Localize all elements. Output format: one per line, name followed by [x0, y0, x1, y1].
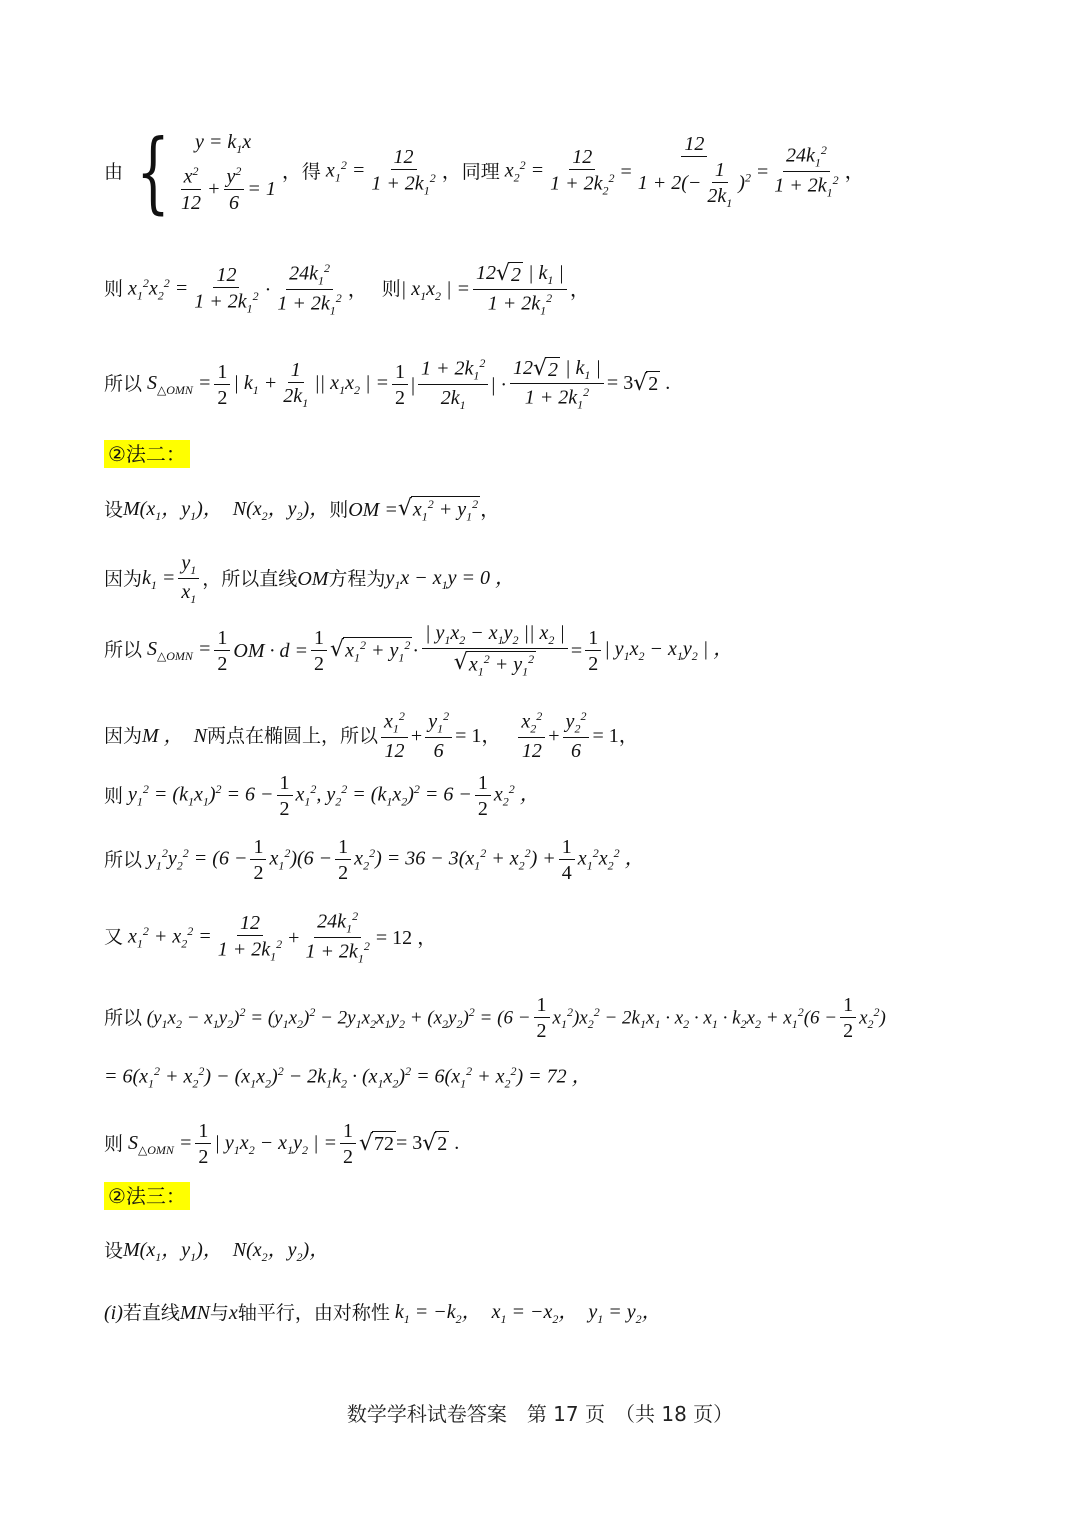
- text-line-om: ，所以直线: [202, 567, 298, 590]
- equation-line-expand: 所以 $(y_1x_2 - x_1y_2)^2 = (y_1x_2)^2 - 2y_1x_2x_1y_2 + (x_2y_2)^2 = (6$ − $\frac{1}{2}$ $x_1^2)x_2^2 - 2k_1x_1 \cdot x_2 \cdot x_1 \cdot k_2x_2 + x_1^2(6$ − $\frac{1}{2}$ $x_2^2$): [104, 994, 886, 1042]
- text-suoyi: 所以: [104, 1006, 143, 1029]
- text-ze: 则: [104, 278, 124, 301]
- text-x-axis: x: [228, 1302, 238, 1325]
- highlight-label: ②法三：: [104, 1182, 190, 1210]
- equation-system: { $y = k_1x$ $\frac{x^2}{12}$ + $\frac{y^2}{6}$ = 1: [136, 120, 276, 223]
- equation-line-area-2: 所以 $S_{\triangle OMN}$ = $\frac{1}{2}$ OM · d = $\frac{1}{2}$ √ $x_1^2 + y_1^2$ · | $y_1x_2 - x_1y_2$ || $x_2$ | √ $x_1^2 + y_1^2$ = $\frac{1}{2}$ | $y_1x_2 - x_1y_2$ | ，: [104, 622, 734, 679]
- text-yu: 与: [209, 1301, 229, 1324]
- method-three-heading: [104, 1182, 1040, 1210]
- text-de: 得: [301, 160, 321, 183]
- method-two-heading: [104, 440, 1040, 468]
- equation-line-slope: 因为 $k_1$ = $\frac{y_1}{x_1}$ ，所以直线 OM 方程为 $y_1x - x_1y = 0$ ，: [104, 552, 515, 607]
- text-suoyi: 所以: [104, 373, 143, 396]
- text-you: 又: [104, 926, 124, 949]
- equation-line-area-1: 所以 $S_{\triangle OMN}$ = $\frac{1}{2}$ | $k_1$ + $\frac{1}{2k_1}$ || $x_1x_2$ | = $\frac{1}{2}$ | $\frac{1 + 2k_1^2}{2k_1}$ | · 12 √ 2 | $k_1$ | $1 + 2k_1^2$ = 3 √ 2 .: [104, 356, 671, 412]
- text-ze: 则: [104, 1132, 124, 1155]
- equation-line-system: 由 { $y = k_1x$ $\frac{x^2}{12}$ + $\frac{y^2}{6}$ = 1 ， 得 $x_1^2$ = $\frac{12}{1 + 2k_1^2}$ ， 同理 $x_2^2$ = $\frac{12}{1 + 2k_2^2}$ = 12 1 + 2(− $\frac{1}{2k_1}$ )$^2$ = $\frac{24k_1^2}{1 + 2k_1^2}$ ，: [104, 120, 865, 223]
- equation-line-case-i: (i) 若直线 MN 与 x 轴平行，由对称性 $k_1 = -k_2$， $x_1 = -x_2$， $y_1 = y_2$，: [104, 1301, 662, 1326]
- equation-line-define-mn: 设 $M(x_1$，$y_1$)， $N(x_2$，$y_2$)， 则 OM = √ $x_1^2 + y_1^2$ ，: [104, 496, 501, 524]
- text-ruo: 若直线: [122, 1301, 180, 1324]
- text-suoyi: 所以: [104, 639, 143, 662]
- text-symmetry: 轴平行，由对称性: [237, 1301, 390, 1324]
- case-label: (i): [104, 1302, 123, 1325]
- text-tongli: 同理: [461, 160, 500, 183]
- equation-line-area-3: 则 $S_{\triangle OMN}$ = $\frac{1}{2}$ | $y_1x_2 - x_1y_2$ | = $\frac{1}{2}$ √ 72 = 3 √ 2 .: [104, 1120, 460, 1168]
- text-ze-2: 则: [381, 278, 401, 301]
- highlight-label: ②法二：: [104, 440, 190, 468]
- equation-line-sum: 又 $x_1^2 + x_2^2$ = $\frac{12}{1 + 2k_1^2}$ + $\frac{24k_1^2}{1 + 2k_1^2}$ = 12 ，: [104, 909, 438, 966]
- equation-line-ellipse: 因为 M ， N 两点在椭圆上，所以 $\frac{x_1^2}{12}$ + $\frac{y_1^2}{6}$ = 1， $\frac{x_2^2}{12}$ + $\frac{y_2^2}{6}$ = 1，: [104, 709, 639, 762]
- text-yinwei: 因为: [104, 567, 143, 590]
- text-ze: 则: [329, 498, 349, 521]
- text-ellipse: 两点在椭圆上，所以: [207, 724, 379, 747]
- text-fangcheng: 方程为: [328, 567, 386, 590]
- equation-line-simplify: = $6(x_1^2 + x_2^2) - (x_1x_2)^2 - 2k_1k_2 \cdot (x_1x_2)^2 = 6(x_1^2 + x_2^2) = 72$ ，: [104, 1064, 592, 1091]
- text-ze: 则: [104, 784, 124, 807]
- brace-symbol: {: [136, 120, 170, 223]
- page-footer: 数学学科试卷答案 第 17 页 （共 18 页）: [346, 1402, 734, 1426]
- equation-line-define-mn-2: 设 $M(x_1$，$y_1$)， $N(x_2$，$y_2$)，: [104, 1239, 330, 1264]
- text-she: 设: [104, 1239, 124, 1262]
- text-suoyi: 所以: [104, 848, 143, 871]
- equation-line-y-squared: 则 $y_1^2 = (k_1x_1)^2 = 6$ − $\frac{1}{2}$ $x_1^2$, $y_2^2 = (k_1x_2)^2 = 6$ − $\frac{1}{2}$ $x_2^2$ ，: [104, 772, 540, 820]
- text-you: 由: [104, 160, 124, 183]
- text-om: OM: [297, 568, 329, 591]
- text-she: 设: [104, 498, 124, 521]
- text-mn: MN: [179, 1302, 210, 1325]
- equation-line-product: 则 $x_1^2x_2^2$ = $\frac{12}{1 + 2k_1^2}$ · $\frac{24k_1^2}{1 + 2k_1^2}$ ， 则 | $x_1x_2$ | = 12 √ 2 | $k_1$ | $1 + 2k_1^2$ ，: [104, 261, 590, 318]
- equation-line-y-product: 所以 $y_1^2y_2^2 = (6$ − $\frac{1}{2}$ $x_1^2)(6$ − $\frac{1}{2}$ $x_2^2) = 36 - 3(x_1^2 + x_2^2)$ + $\frac{1}{4}$ $x_1^2x_2^2$ ，: [104, 836, 645, 884]
- text-yinwei: 因为: [104, 724, 143, 747]
